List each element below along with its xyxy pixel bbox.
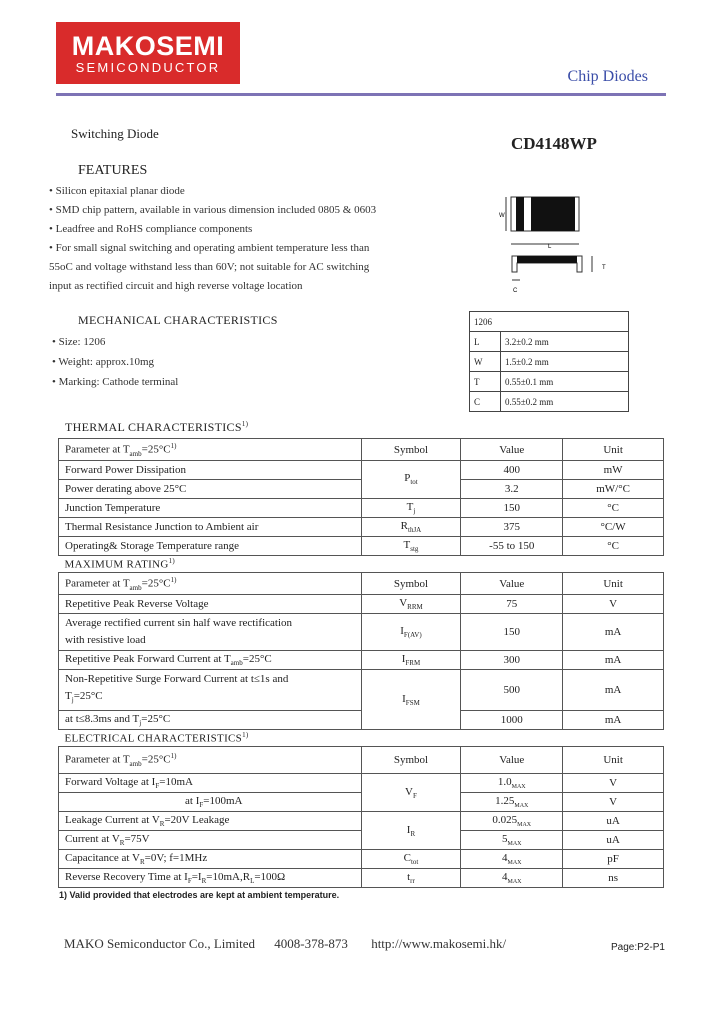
mechanical-list	[52, 332, 178, 392]
electrical-title: ELECTRICAL CHARACTERISTICS$^{1)}$	[59, 730, 664, 747]
dim-value: 1.5±0.2 mm	[501, 352, 629, 372]
unit-header: Unit	[563, 439, 664, 461]
table-row: at t≤8.3ms and $T_j=25^\circ C$ 1000 mA	[59, 711, 664, 730]
package-header: 1206	[470, 312, 629, 332]
dim-label: W	[470, 352, 501, 372]
table-row: Capacitance at $V_R=0V$; f=1MHz $C_{tot}$ $4_{MAX}$ pF	[59, 850, 664, 869]
footer	[64, 936, 506, 952]
characteristics-table	[58, 438, 664, 888]
feature-item: input as rectified circuit and high reverse voltage location	[49, 280, 303, 292]
table-row: Parameter at $T_{amb}=25^\circ C^{1)}$ Symbol Value Unit	[59, 573, 664, 595]
table-row: Forward Voltage at $I_F=10mA$ $V_F$ $1.0_{MAX}$ V	[59, 774, 664, 793]
feature-item: • For small signal switching and operating ambient temperature less than	[49, 242, 370, 254]
mechanical-title: MECHANICAL CHARACTERISTICS	[78, 313, 278, 327]
footer-url[interactable]: http://www.makosemi.hk/	[371, 936, 507, 951]
table-row: Average rectified current sin half wave rectification with resistive load $I_{F(AV)}$ 150 mA	[59, 614, 664, 651]
mechanical-item: • Size: 1206	[52, 336, 106, 348]
thermal-title: THERMAL CHARACTERISTICS$^{1)}$	[65, 420, 249, 434]
table-row: Power derating above 25°C 3.2 mW/°C	[59, 480, 664, 499]
dim-label: L	[470, 332, 501, 352]
category-title: Chip Diodes	[567, 68, 648, 85]
page-number: Page:P2-P1	[611, 942, 665, 953]
param-header: Parameter at $T_{amb}=25^\circ C^{1)}$	[59, 439, 362, 461]
dim-value: 0.55±0.2 mm	[501, 392, 629, 412]
table-row: Operating& Storage Temperature range $T_{stg}$ -55 to 150 °C	[59, 537, 664, 556]
features-title: FEATURES	[78, 163, 148, 178]
logo-tagline: SEMICONDUCTOR	[75, 60, 221, 75]
mechanical-item: • Weight: approx.10mg	[52, 356, 155, 368]
doc-subtitle: Switching Diode	[71, 126, 159, 141]
feature-item: • SMD chip pattern, available in various dimension included 0805 & 0603	[49, 204, 377, 216]
table-row: Thermal Resistance Junction to Ambient air $R_{thJA}$ 375 °C/W	[59, 518, 664, 537]
package-dimensions-table	[469, 311, 629, 412]
table-row: Repetitive Peak Reverse Voltage $V_{RRM}$ 75 V	[59, 595, 664, 614]
header-rule	[56, 93, 666, 96]
part-number: CD4148WP	[511, 134, 597, 153]
table-row: Reverse Recovery Time at $I_F=I_R=10mA,R_L=100\Omega$ $t_{rr}$ $4_{MAX}$ ns	[59, 869, 664, 888]
dim-value: 0.55±0.1 mm	[501, 372, 629, 392]
table-row: Parameter at $T_{amb}=25^\circ C^{1)}$ Symbol Value Unit	[59, 747, 664, 774]
feature-item: • Leadfree and RoHS compliance components	[49, 223, 253, 235]
table-row: Current at $V_R=75V$ $5_{MAX}$ uA	[59, 831, 664, 850]
section-row	[59, 730, 664, 747]
dim-value: 3.2±0.2 mm	[501, 332, 629, 352]
features-list	[49, 182, 376, 296]
dim-label: T	[470, 372, 501, 392]
table-row: Forward Power Dissipation $P_{tot}$ 400 mW	[59, 461, 664, 480]
table-row: Leakage Current at $V_R=20V$ Leakage $I_R$ $0.025_{MAX}$ uA	[59, 812, 664, 831]
package-diagram	[490, 188, 620, 298]
mechanical-item: • Marking: Cathode terminal	[52, 376, 179, 388]
table-row: Non-Repetitive Surge Forward Current at t≤1s and $T_j=25^\circ C$ $I_{FSM}$ 500 mA	[59, 670, 664, 711]
logo-name: MAKOSEMI	[71, 31, 225, 61]
diagram-label-l: L	[548, 244, 552, 250]
table-row: Junction Temperature $T_j$ 150 °C	[59, 499, 664, 518]
table-row: Repetitive Peak Forward Current at $T_{amb}=25^\circ C$ $I_{FRM}$ 300 mA	[59, 651, 664, 670]
footer-phone: 4008-378-873	[274, 936, 348, 951]
diagram-label-w: W	[499, 213, 505, 219]
feature-item: 55oC and voltage withstand less than 60V; not suitable for AC switching	[49, 261, 370, 273]
table-row: at $I_F=100mA$ $1.25_{MAX}$ V	[59, 793, 664, 812]
company-logo	[56, 22, 240, 84]
value-header: Value	[461, 439, 563, 461]
diagram-label-t: T	[602, 265, 606, 271]
footer-company: MAKO Semiconductor Co., Limited	[64, 936, 256, 951]
section-row	[59, 556, 664, 573]
diagram-label-c: C	[513, 288, 518, 294]
symbol-header: Symbol	[361, 439, 461, 461]
feature-item: • Silicon epitaxial planar diode	[49, 185, 185, 197]
table-row	[59, 439, 664, 461]
dim-label: C	[470, 392, 501, 412]
maximum-rating-title: MAXIMUM RATING$^{1)}$	[59, 556, 664, 573]
footnote: 1) Valid provided that electrodes are kept at ambient temperature.	[59, 890, 340, 900]
